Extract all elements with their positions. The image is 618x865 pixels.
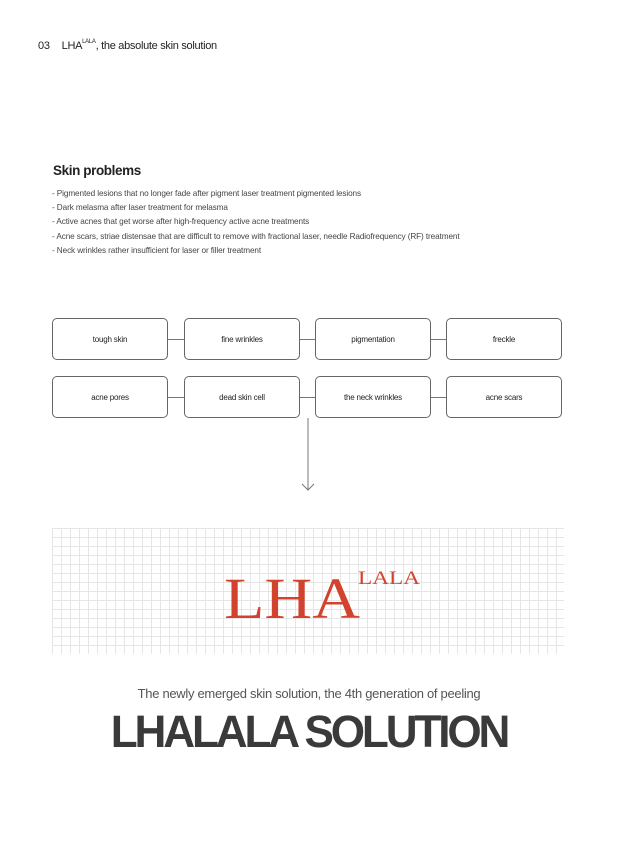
header-brand: LHA: [61, 40, 83, 52]
tag-acne-pores: acne pores: [52, 376, 168, 418]
page-header: [38, 40, 217, 52]
tag-pigmentation: pigmentation: [315, 318, 431, 360]
logo-superscript-text: LALA: [358, 568, 421, 589]
tag-fine-wrinkles: fine wrinkles: [184, 318, 300, 360]
tagline: The newly emerged skin solution, the 4th generation of peeling: [137, 686, 481, 701]
list-item: - Acne scars, striae distensae that are difficult to remove with fractional laser, needle Radiofrequency (RF) treatment: [52, 231, 460, 241]
connector-line: [430, 397, 446, 398]
tag-freckle: freckle: [446, 318, 562, 360]
list-item: - Active acnes that get worse after high-frequency active acne treatments: [52, 217, 310, 227]
tag-tough-skin: tough skin: [52, 318, 168, 360]
tag-neck-wrinkles: the neck wrinkles: [315, 376, 431, 418]
connector-line: [430, 339, 446, 340]
solution-title: LHALALA SOLUTION: [110, 706, 508, 757]
connector-line: [299, 397, 315, 398]
logo-main-text: LHA: [224, 566, 361, 631]
tag-dead-skin-cell: dead skin cell: [184, 376, 300, 418]
skin-problems-title: Skin problems: [53, 163, 141, 178]
down-arrow-icon: [298, 418, 318, 492]
header-subtitle: , the absolute skin solution: [95, 40, 217, 52]
list-item: - Neck wrinkles rather insufficient for laser or filler treatment: [52, 245, 262, 255]
logo-grid-background: [52, 528, 564, 654]
lhalala-logo: [52, 528, 564, 654]
connector-line: [168, 339, 184, 340]
connector-line: [299, 339, 315, 340]
skin-problems-list: [52, 187, 460, 258]
list-item: - Pigmented lesions that no longer fade after pigment laser treatment pigmented lesions: [52, 189, 361, 198]
tag-acne-scars: acne scars: [446, 376, 562, 418]
connector-line: [168, 397, 184, 398]
header-brand-superscript: LALA: [82, 39, 96, 45]
list-item: - Dark melasma after laser treatment for melasma: [52, 203, 228, 213]
page-number: 03: [38, 40, 50, 52]
